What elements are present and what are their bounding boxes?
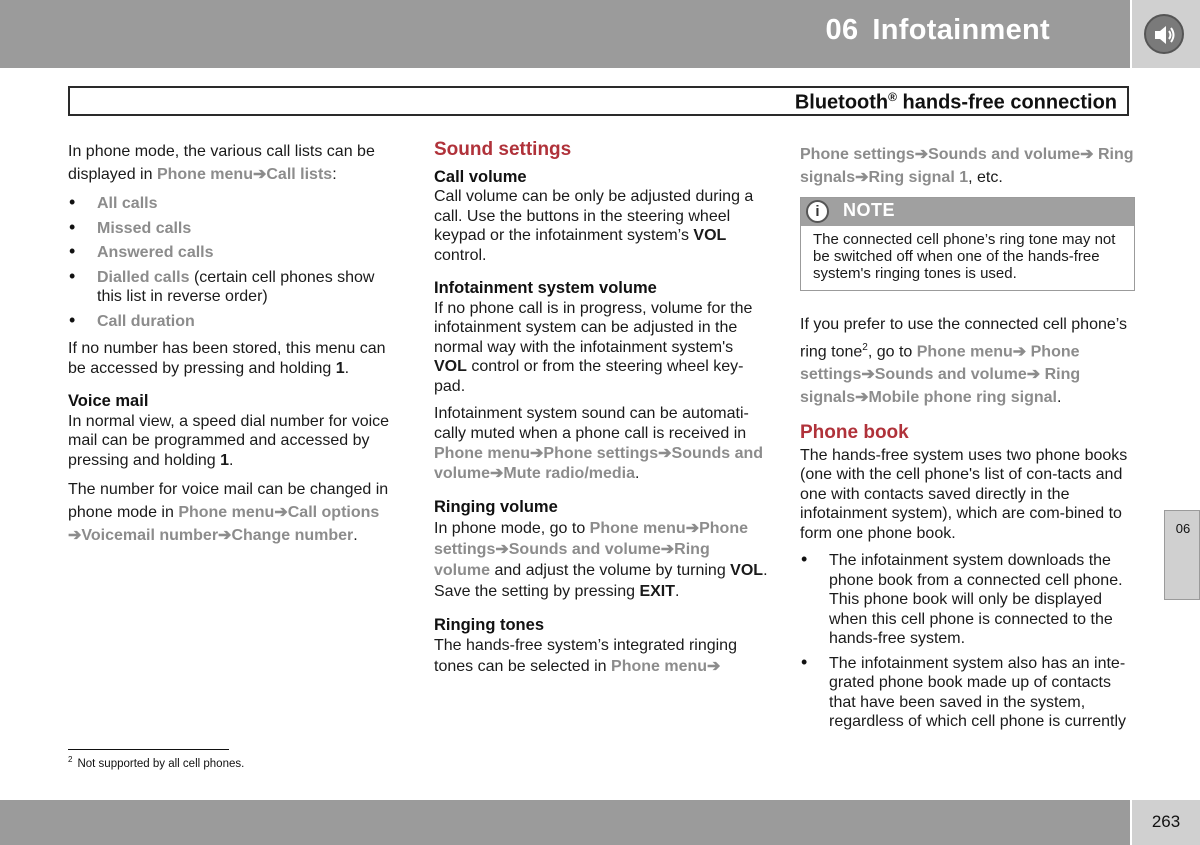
ring-signal-path: Phone settings➔Sounds and volume➔ Ring signals➔Ring signal 1, etc.: [800, 146, 1134, 186]
voice-mail-text: In normal view, a speed dial number for voice mail can be programmed and accessed by pressing and holding 1.: [68, 412, 390, 469]
chapter-name: Infotainment: [872, 14, 1050, 46]
note-header: [801, 198, 1134, 226]
chapter-number: 06: [825, 14, 859, 46]
arrow-icon: ➔: [861, 366, 875, 384]
arrow-icon: ➔: [914, 146, 929, 163]
arrow-icon: ➔: [855, 169, 869, 186]
call-volume-text: Call volume can be only be adjusted during a call. Use the buttons in the steering wheel keypad or the infotainment system’s VOL control.: [434, 188, 754, 264]
call-volume-heading: Call volume: [434, 167, 527, 186]
ring-tone-preference: If you prefer to use the connected cell phone’s ring tone$^2$, go to Phone menu➔ Phone settings➔Sounds and volume➔ Ring signals➔Mobile phone ring signal.: [800, 316, 1128, 407]
side-tab-label: 06: [1175, 521, 1191, 536]
footnote: $^2$ Not supported by all cell phones.: [68, 755, 245, 770]
note-label: NOTE: [843, 200, 896, 220]
infotainment-volume-text: If no phone call is in progress, volume for the infotainment system can be adjusted in the normal way with the infotainment system's VOL control or from the steering wheel key-pad.: [434, 299, 753, 395]
arrow-icon: ➔: [658, 445, 672, 462]
arrow-icon: ➔: [855, 389, 869, 407]
info-icon: i: [806, 200, 829, 223]
arrow-icon: ➔: [68, 527, 82, 544]
section-title: Bluetooth® hands-free connection: [794, 90, 1117, 114]
link-call-lists: Call lists: [266, 166, 333, 183]
header-bar: [0, 0, 1130, 68]
ringing-tones-heading: Ringing tones: [434, 615, 544, 634]
voice-mail-heading: Voice mail: [68, 392, 149, 410]
page-number-box: [1132, 800, 1200, 845]
mute-text: Infotainment system sound can be automati-cally muted when a phone call is received in Phone menu➔Phone settings➔Sounds and volume➔Mute radio/media.: [434, 405, 764, 482]
column-middle: [434, 140, 769, 685]
ringing-tones-text: The hands-free system’s integrated ringing tones can be selected in Phone menu➔: [434, 637, 737, 675]
arrow-icon: ➔: [660, 540, 675, 558]
note-box: [800, 197, 1135, 291]
arrow-icon: ➔: [1080, 146, 1094, 163]
phone-book-list: [800, 551, 1135, 732]
section-header: [68, 86, 1129, 116]
arrow-icon: ➔: [707, 658, 721, 675]
arrow-icon: ➔: [252, 166, 267, 183]
chapter-side-tab: [1164, 510, 1200, 600]
speaker-icon: [1144, 14, 1184, 54]
voice-mail-change-text: The number for voice mail can be changed in phone mode in Phone menu➔Call options ➔Voicemail number➔Change number.: [68, 481, 389, 544]
list-item: • Call duration: [68, 312, 398, 332]
page-number: 263: [1151, 812, 1181, 831]
list-item: • Missed calls: [68, 219, 398, 239]
arrow-icon: ➔: [490, 465, 504, 482]
arrow-icon: ➔: [218, 527, 232, 544]
list-item: • Dialled calls (certain cell phones show this list in reverse order): [68, 268, 398, 307]
list-item: • Answered calls: [68, 243, 398, 263]
arrow-icon: ➔: [274, 504, 288, 521]
arrow-icon: ➔: [530, 445, 544, 462]
list-item: • The infotainment system downloads the phone book from a connected cell phone. This phone book will only be displayed when this cell phone is connected to the hands-free system.: [800, 551, 1135, 649]
arrow-icon: ➔: [495, 540, 509, 558]
note-text: The connected cell phone’s ring tone may not be switched off when one of the hands-free system's ringing tones is used.: [813, 231, 1116, 282]
arrow-icon: ➔: [685, 519, 700, 537]
footer-bar: [0, 800, 1130, 845]
footnote-rule: [68, 749, 229, 750]
chapter-icon-box: [1132, 0, 1200, 68]
phone-book-text: The hands-free system uses two phone books (one with the cell phone's list of con-tacts and one with contacts saved directly in the infotainment system), which are com-bined to form one phone book.: [800, 446, 1128, 542]
chapter-title: [826, 14, 1050, 47]
arrow-icon: ➔: [1026, 366, 1041, 384]
sound-settings-heading: Sound settings: [434, 139, 572, 160]
column-left: [68, 140, 398, 555]
no-number-text: If no number has been stored, this menu can be accessed by pressing and holding 1.: [68, 340, 386, 377]
link-phone-menu: Phone menu: [156, 166, 253, 183]
column-right: [800, 140, 1135, 740]
call-lists-intro: In phone mode, the various call lists can be displayed in Phone menu➔Call lists:: [68, 143, 375, 183]
ringing-volume-heading: Ringing volume: [434, 498, 558, 516]
list-item: • All calls: [68, 194, 398, 214]
call-list: [68, 194, 398, 331]
list-item: • The infotainment system also has an inte-grated phone book made up of contacts that have been saved in the system, regardless of which cell phone is currently: [800, 654, 1135, 732]
arrow-icon: ➔: [1012, 343, 1027, 361]
ringing-volume-text: In phone mode, go to Phone menu➔Phone settings➔Sounds and volume➔Ring volume and adjust the volume by turning VOL. Save the setting by pressing EXIT.: [434, 519, 768, 600]
phone-book-heading: Phone book: [800, 422, 909, 444]
infotainment-volume-heading: Infotainment system volume: [434, 279, 657, 297]
